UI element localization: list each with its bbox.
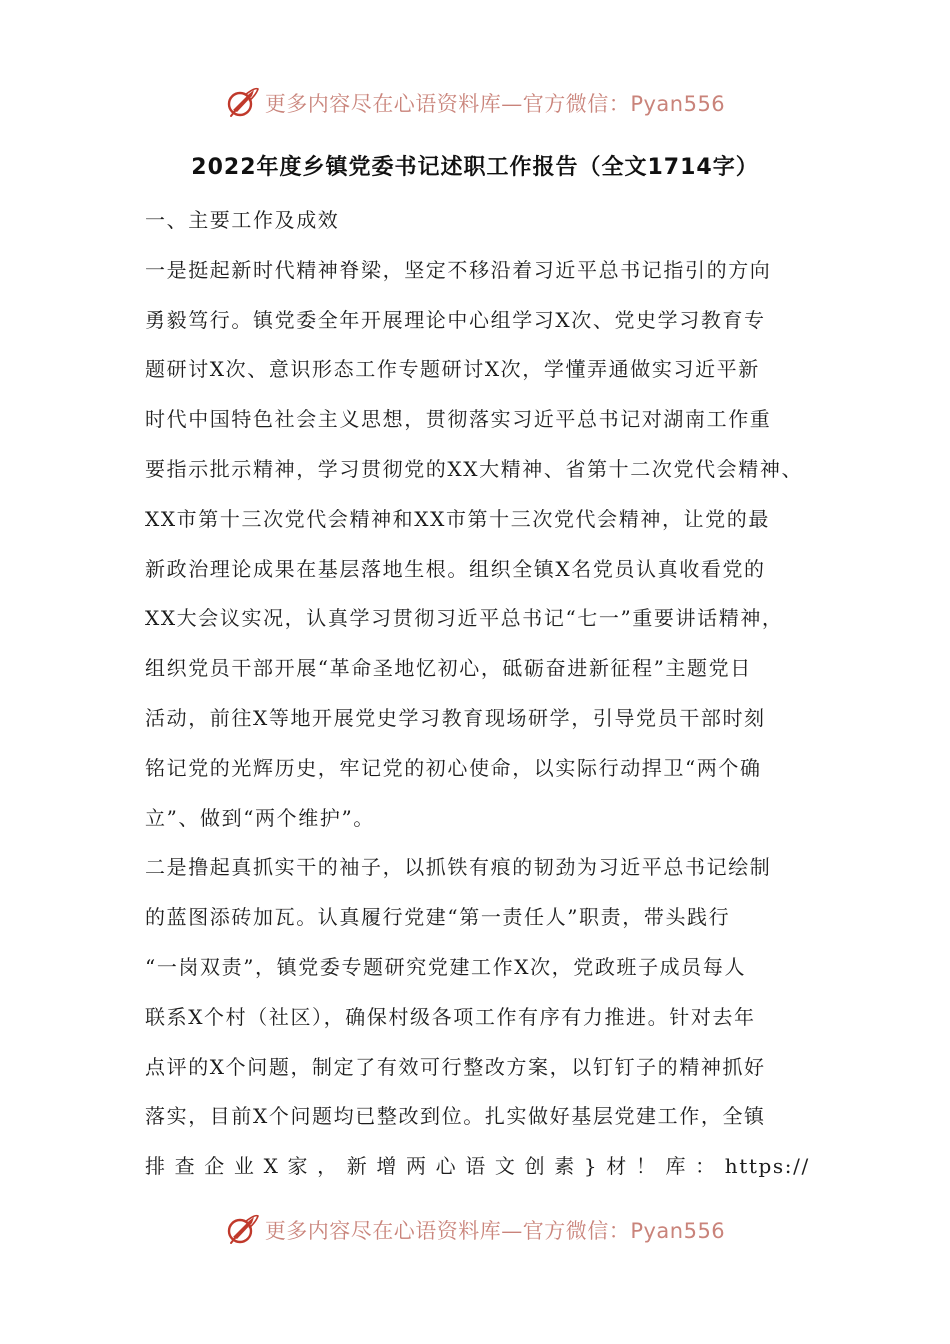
body-line-justified [145, 1142, 810, 1192]
justified-token: ， [317, 1154, 339, 1179]
body-line: 落实，目前X个问题均已整改到位。扎实做好基层党建工作，全镇 [145, 1104, 766, 1129]
body-line: 铭记党的光辉历史，牢记党的初心使命，以实际行动捍卫“两个确 [145, 755, 762, 780]
justified-token: ： [695, 1154, 717, 1179]
body-line: XX大会议实况，认真学习贯彻习近平总书记“七一”重要讲话精神， [145, 606, 784, 631]
justified-token: 两 [406, 1154, 428, 1179]
justified-token: 心 [435, 1154, 458, 1179]
justified-token: 企 [204, 1154, 226, 1179]
body-line: 勇毅笃行。镇党委全年开展理论中心组学习X次、党史学习教育专 [145, 307, 766, 332]
justified-token: X [263, 1154, 280, 1179]
footer-banner-wechat-id: Pyan556 [630, 1219, 726, 1243]
document-body [145, 196, 810, 1192]
section-heading: 一、主要工作及成效 [145, 208, 340, 232]
body-line: 联系X个村（社区），确保村级各项工作有序有力推进。针对去年 [145, 1004, 756, 1029]
justified-token: 新 [346, 1154, 369, 1179]
justified-token: 查 [174, 1154, 197, 1179]
header-banner [0, 81, 950, 125]
justified-token: 创 [524, 1154, 547, 1179]
body-line: 题研讨X次、意识形态工作专题研讨X次，学懂弄通做实习近平新 [145, 357, 760, 382]
justified-token: 材 [606, 1154, 628, 1179]
body-line: 组织党员干部开展“革命圣地忆初心，砥砺奋进新征程”主题党日 [145, 656, 752, 681]
body-line: 立”、做到“两个维护”。 [145, 805, 375, 830]
justified-token: ！ [635, 1154, 658, 1179]
body-line: XX市第十三次党代会精神和XX市第十三次党代会精神，让党的最 [145, 506, 770, 531]
body-line: 二是撸起真抓实干的袖子，以抓铁有痕的韧劲为习近平总书记绘制 [145, 855, 772, 880]
header-banner-wechat-id: Pyan556 [630, 92, 726, 116]
justified-token: 语 [465, 1154, 487, 1179]
body-line: 新政治理论成果在基层落地生根。组织全镇X名党员认真收看党的 [145, 556, 766, 581]
justified-token: 文 [494, 1154, 517, 1179]
header-banner-label: 更多内容尽在心语资料库—官方微信： [264, 92, 631, 116]
body-line: 时代中国特色社会主义思想，贯彻落实习近平总书记对湖南工作重 [145, 407, 772, 432]
justified-token: 业 [233, 1154, 256, 1179]
footer-banner-label: 更多内容尽在心语资料库—官方微信： [264, 1219, 631, 1243]
header-banner-text [265, 88, 725, 118]
justified-token: } [583, 1154, 599, 1179]
justified-token: 素 [554, 1154, 576, 1179]
body-line: 要指示批示精神，学习贯彻党的XX大精神、省第十二次党代会精神、 [145, 456, 804, 481]
page-title: 2022年度乡镇党委书记述职工作报告（全文1714字） [191, 155, 759, 180]
justified-token: 排 [145, 1154, 167, 1179]
justified-token: 家 [287, 1154, 310, 1179]
quill-logo-icon [225, 85, 261, 121]
body-line: 点评的X个问题，制定了有效可行整改方案，以钉钉子的精神抓好 [145, 1054, 766, 1079]
body-line: 活动，前往X等地开展党史学习教育现场研学，引导党员干部时刻 [145, 705, 766, 730]
justified-token-url: https:// [724, 1154, 810, 1179]
justified-token: 增 [376, 1154, 398, 1179]
body-line: 一是挺起新时代精神脊梁，坚定不移沿着习近平总书记指引的方向 [145, 257, 772, 282]
footer-banner [0, 1208, 950, 1252]
body-line: “一岗双责”，镇党委专题研究党建工作X次，党政班子成员每人 [145, 954, 747, 979]
body-line: 的蓝图添砖加瓦。认真履行党建“第一责任人”职责，带头践行 [145, 905, 731, 930]
justified-token: 库 [665, 1154, 688, 1179]
footer-banner-text [265, 1215, 725, 1245]
quill-logo-icon [225, 1212, 261, 1248]
